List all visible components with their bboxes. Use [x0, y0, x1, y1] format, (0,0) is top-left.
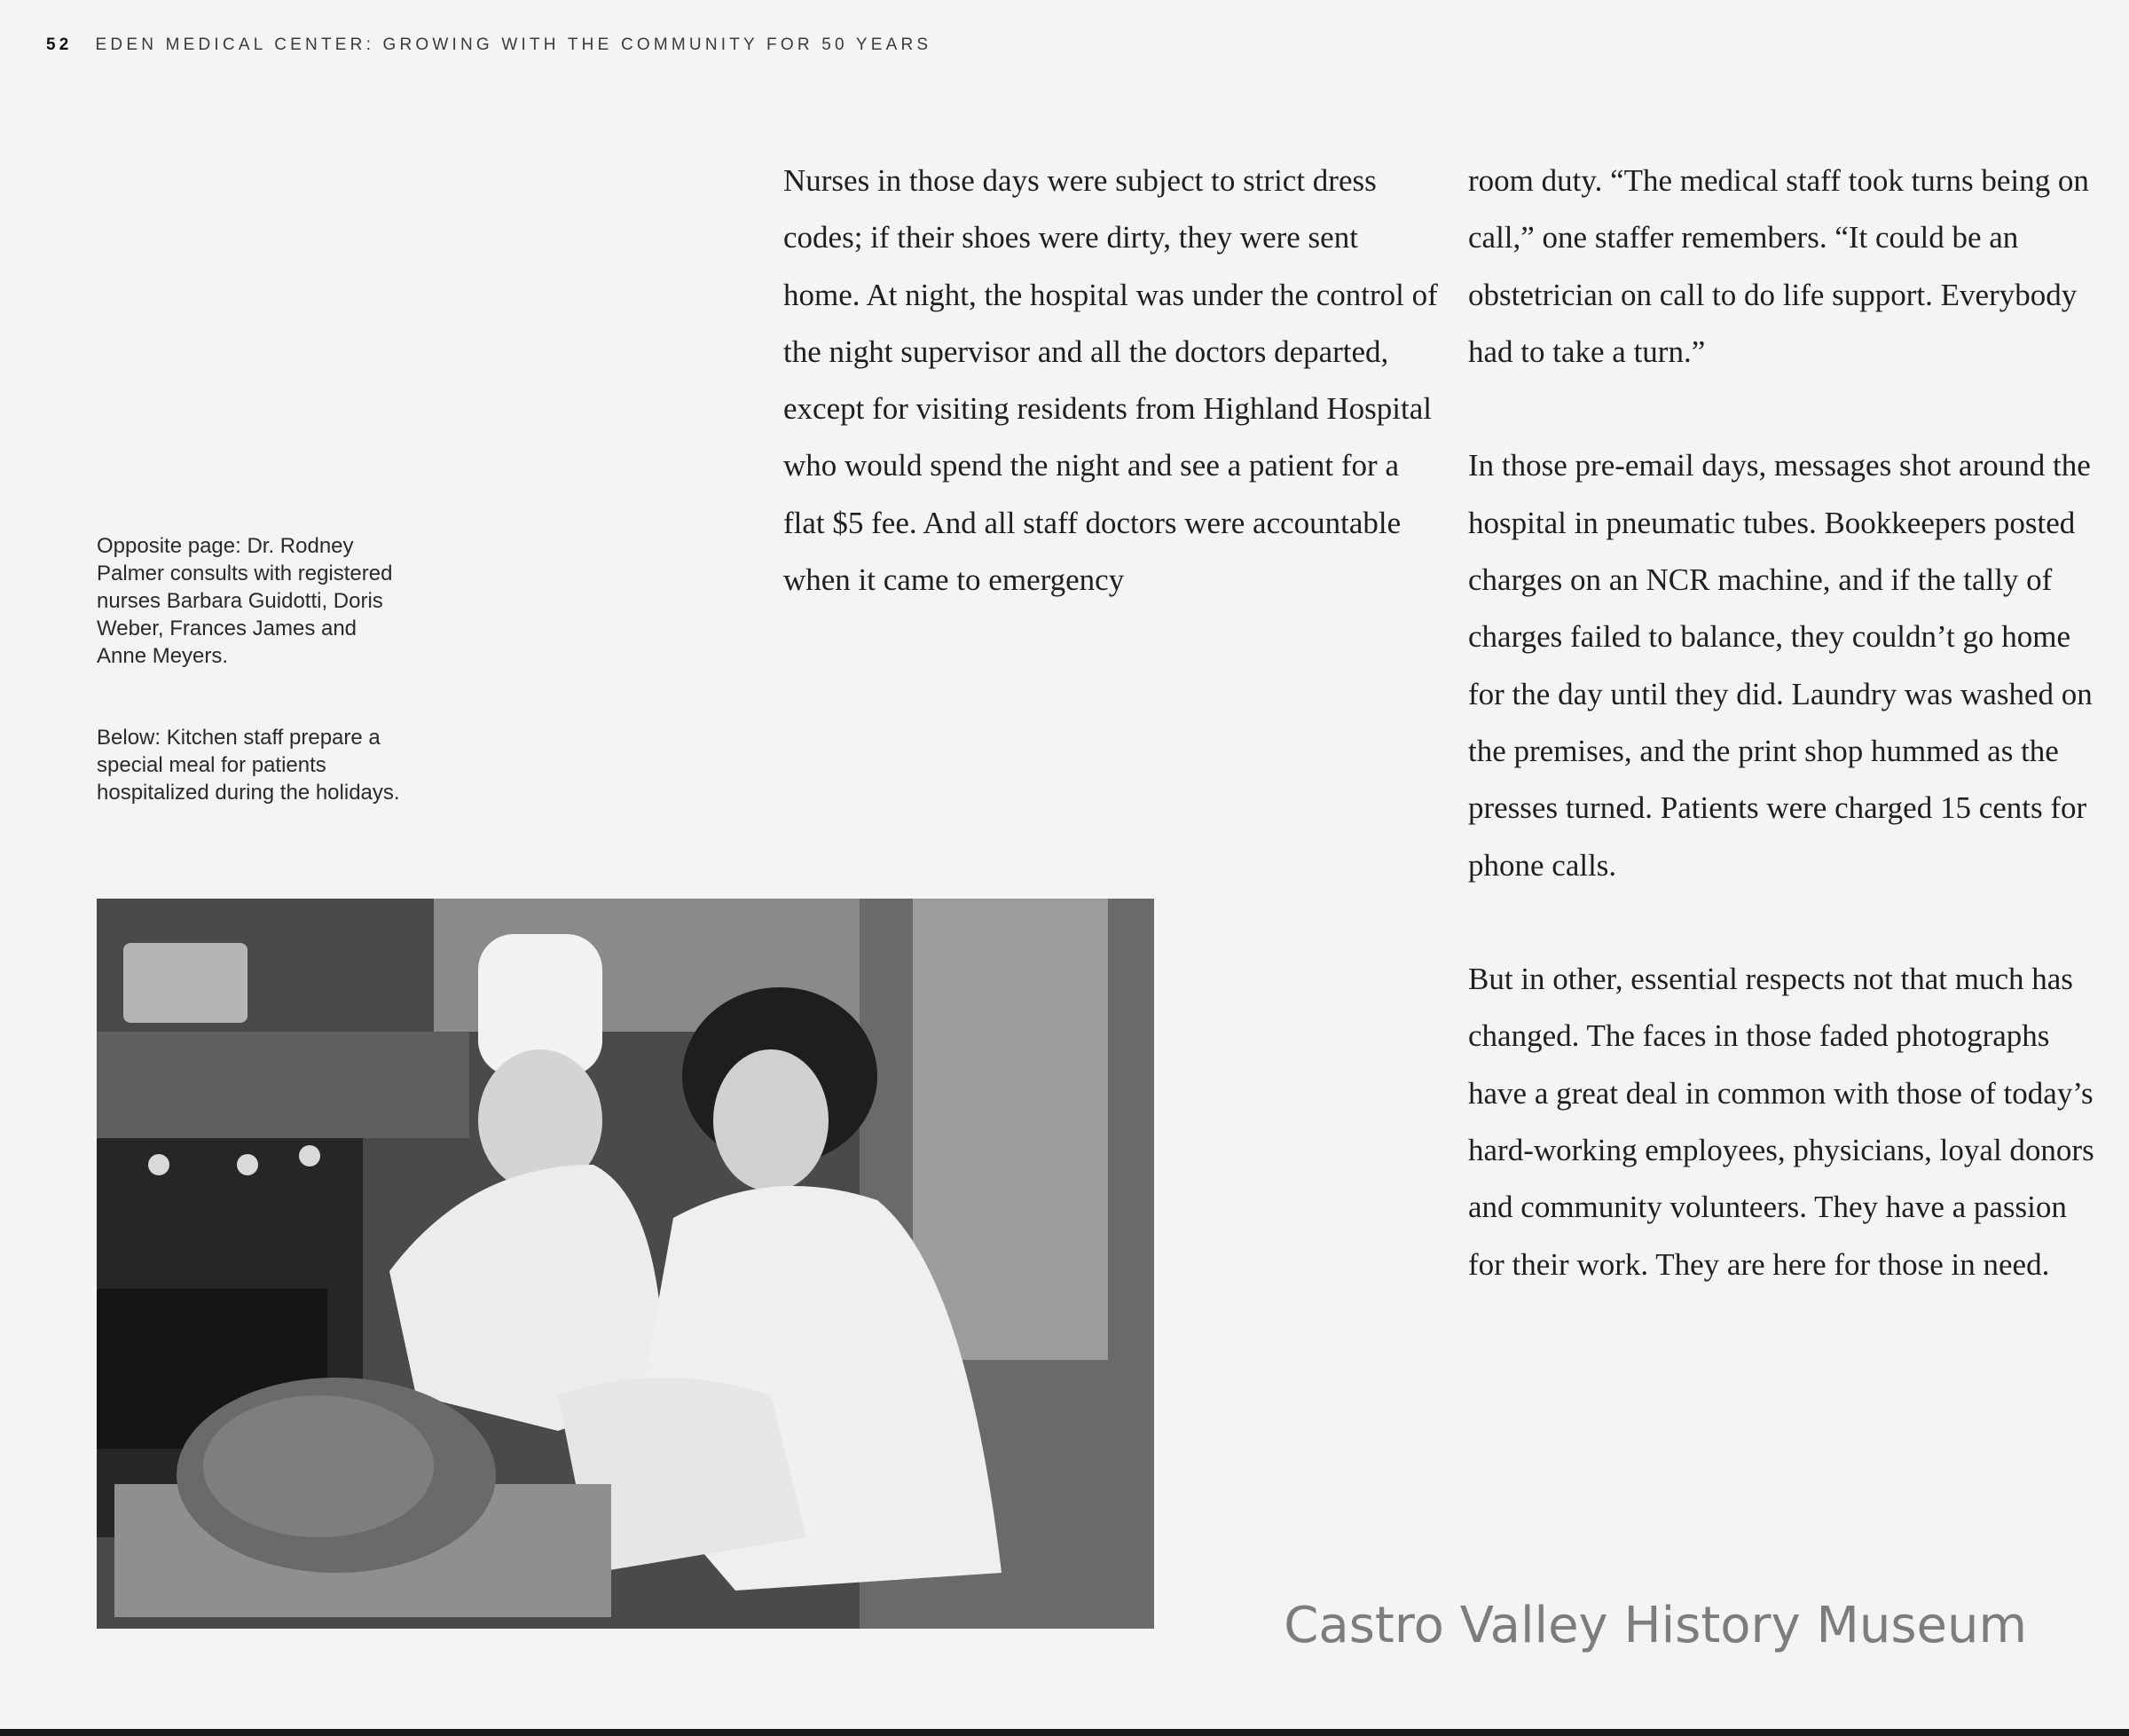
caption-below-photo: Below: Kitchen staff prepare a special meal for patients hospitalized during the holidays. — [97, 726, 400, 805]
page-number: 52 — [46, 35, 73, 54]
museum-watermark: Castro Valley History Museum — [1284, 1597, 2027, 1654]
running-header — [46, 35, 931, 55]
body-column-2 — [1468, 153, 2107, 1293]
page-bottom-edge — [0, 1729, 2129, 1736]
body-paragraph: But in other, essential respects not that much has changed. The faces in those faded photographs have a great deal in common with those of today’s hard-working employees, physicians, loyal donors and community volunteers. They have a passion for their work. They are here for those in need. — [1468, 962, 2094, 1282]
running-title: EDEN MEDICAL CENTER: GROWING WITH THE COMMUNITY FOR 50 YEARS — [95, 35, 932, 54]
body-column-1 — [783, 153, 1440, 609]
caption-opposite-page: Opposite page: Dr. Rodney Palmer consults with registered nurses Barbara Guidotti, Doris Weber, Frances James and Anne Meyers. — [97, 534, 393, 668]
body-paragraph: In those pre-email days, messages shot around the hospital in pneumatic tubes. Bookkeepers posted charges on an NCR machine, and if the tally of charges failed to balance, they couldn’t go home for the day until they did. Laundry was washed on the premises, and the print shop hummed as the presses turned. Patients were charged 15 cents for phone calls. — [1468, 448, 2093, 883]
kitchen-staff-photo — [97, 899, 1154, 1629]
photo-illustration — [97, 899, 1154, 1629]
body-paragraph: room duty. “The medical staff took turns being on call,” one staffer remembers. “It could be an obstetrician on call to do life support. Everybody had to take a turn.” — [1468, 163, 2089, 369]
body-paragraph: Nurses in those days were subject to strict dress codes; if their shoes were dirty, they were sent home. At night, the hospital was under the control of the night supervisor and all the doctors departed, except for visiting residents from Highland Hospital who would spend the night and see a patient for a flat $5 fee. And all staff doctors were accountable when it came to emergency — [783, 163, 1438, 598]
